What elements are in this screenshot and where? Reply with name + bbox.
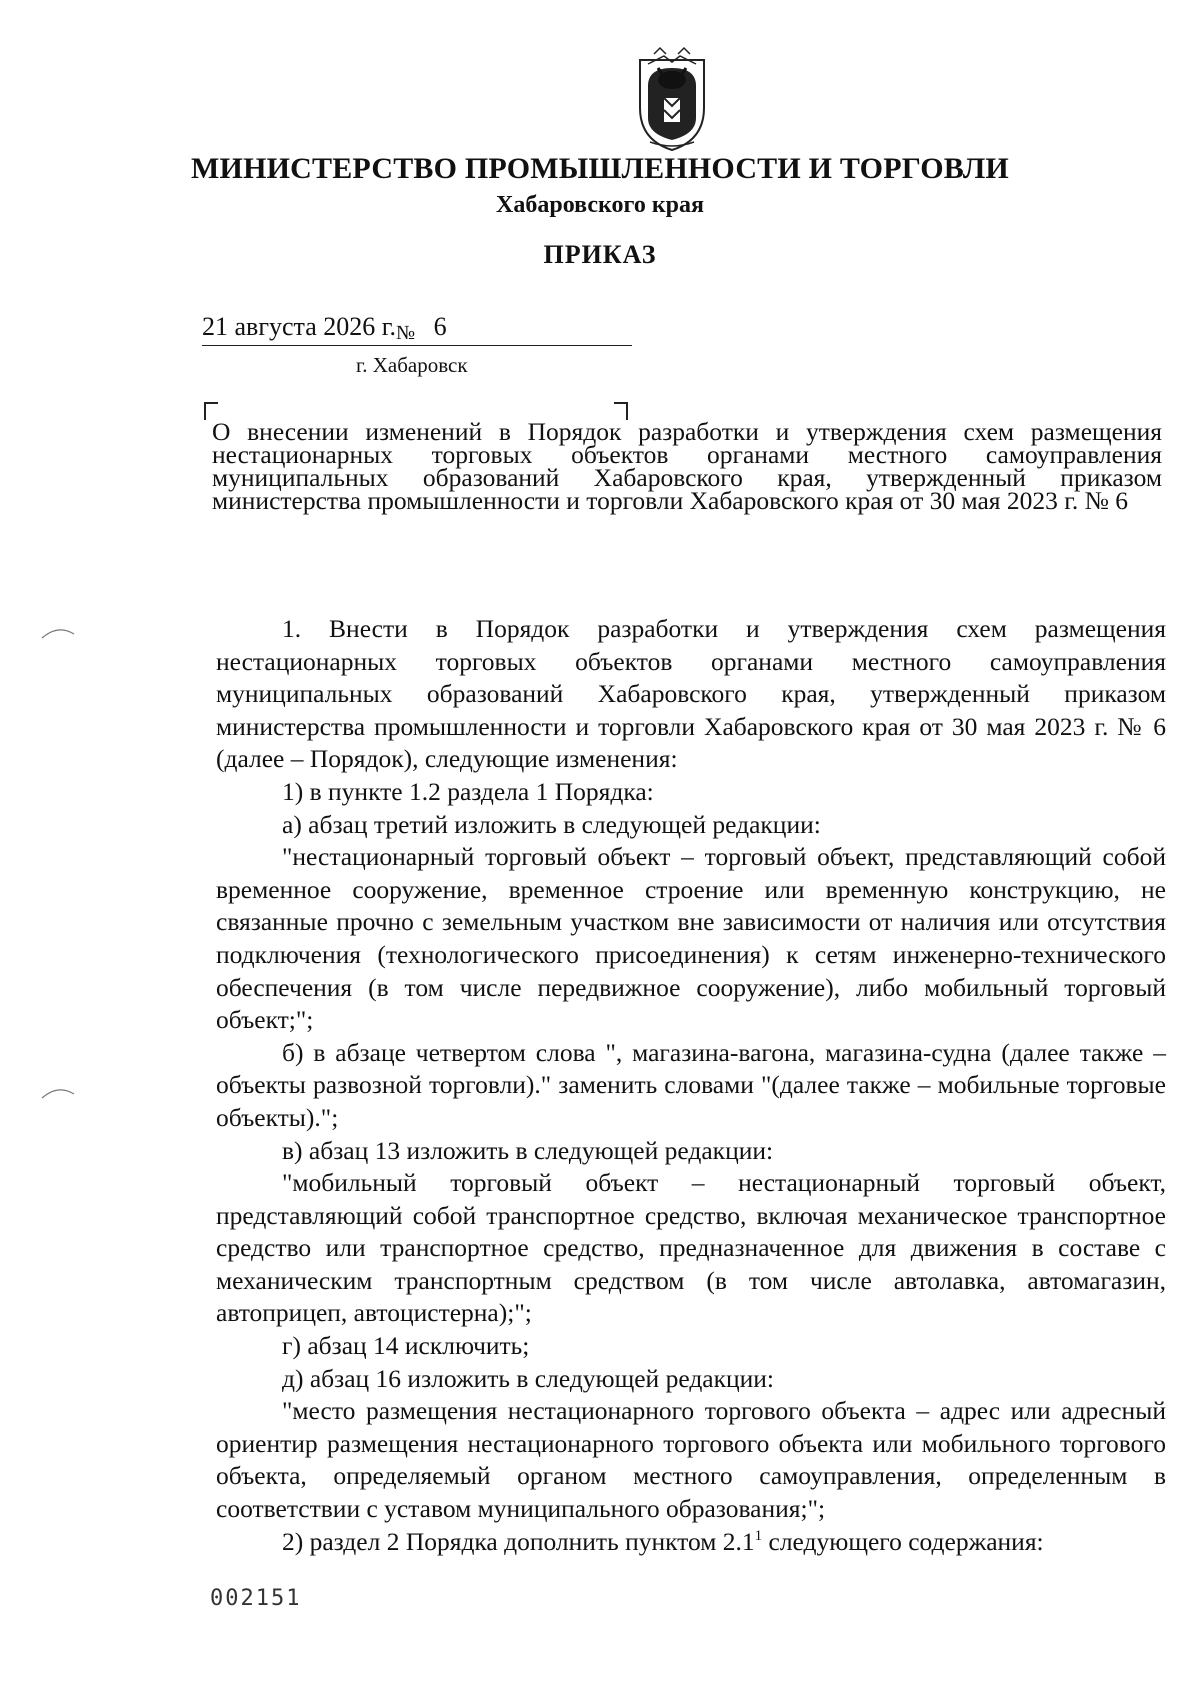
order-body: [216, 613, 1166, 1558]
coat-of-arms-icon: [634, 46, 710, 152]
order-number: 6: [433, 312, 447, 341]
body-paragraph: 1) в пункте 1.2 раздела 1 Порядка:: [282, 776, 654, 806]
document-type: ПРИКАЗ: [543, 240, 657, 269]
order-number-label: №: [395, 322, 416, 344]
scan-number: 002151: [210, 1586, 302, 1611]
last-paragraph-tail: следующего содержания:: [762, 1526, 1044, 1556]
body-paragraph: а) абзац третий изложить в следующей редакции:: [282, 809, 821, 839]
punch-hole-mark: [40, 1082, 76, 1102]
order-date: 21 августа 2026 г.: [202, 312, 396, 341]
body-paragraph: "мобильный торговый объект – нестационарный торговый объект, представляющий собой транспортное средство, включая механическое транспортное средство или транспортное средство, предназначенное для движения в составе с механическим транспортным средством (в том числе автолавка, автомагазин, автоприцеп, автоцистерна);";: [216, 1168, 1166, 1328]
punch-hole-mark: [40, 622, 76, 642]
body-paragraph: г) абзац 14 исключить;: [282, 1331, 530, 1361]
body-paragraph: 1. Внести в Порядок разработки и утверждения схем размещения нестационарных торговых объектов органами местного самоуправления муниципальных образований Хабаровского края, утвержденный приказом министерства промышленности и торговли Хабаровского края от 30 мая 2023 г. № 6 (далее – Порядок), следующие изменения:: [216, 614, 1166, 774]
ministry-title: МИНИСТЕРСТВО ПРОМЫШЛЕННОСТИ И ТОРГОВЛИ: [191, 152, 1009, 185]
order-subject: О внесении изменений в Порядок разработки и утверждения схем размещения нестационарных торговых объектов органами местного самоуправления муниципальных образований Хабаровского края, утвержденный приказом министерства промышленности и торговли Хабаровского края от 30 мая 2023 г. № 6: [212, 417, 1162, 515]
body-paragraph: "место размещения нестационарного торгового объекта – адрес или адресный ориентир размещения нестационарного торгового объекта или мобильного торгового объекта, определяемый органом местного самоуправления, определенным в соответствии с уставом муниципального образования;";: [216, 1396, 1166, 1524]
region-title: Хабаровского края: [496, 192, 704, 218]
order-date-line: [202, 312, 465, 345]
body-paragraph: б) в абзаце четвертом слова ", магазина-вагона, магазина-судна (далее также – объекты развозной торговли)." заменить словами "(далее также – мобильные торговые объекты).";: [216, 1037, 1166, 1132]
last-paragraph-text: 2) раздел 2 Порядка дополнить пунктом 2.1: [282, 1526, 755, 1556]
superscript: 1: [754, 1527, 763, 1544]
body-paragraph: "нестационарный торговый объект – торговый объект, представляющий собой временное сооружение, временное строение или временную конструкцию, не связанные прочно с земельным участком вне зависимости от наличия или отсутствия подключения (технологического присоединения) к сетям инженерно-технического обеспечения (в том числе передвижное сооружение), либо мобильный торговый объект;";: [216, 842, 1166, 1035]
date-underline: [202, 345, 632, 346]
city: г. Хабаровск: [356, 353, 468, 377]
body-paragraph: в) абзац 13 изложить в следующей редакции:: [282, 1135, 774, 1165]
body-paragraph: д) абзац 16 изложить в следующей редакции:: [282, 1363, 775, 1393]
body-paragraph-last: [216, 1526, 1166, 1559]
